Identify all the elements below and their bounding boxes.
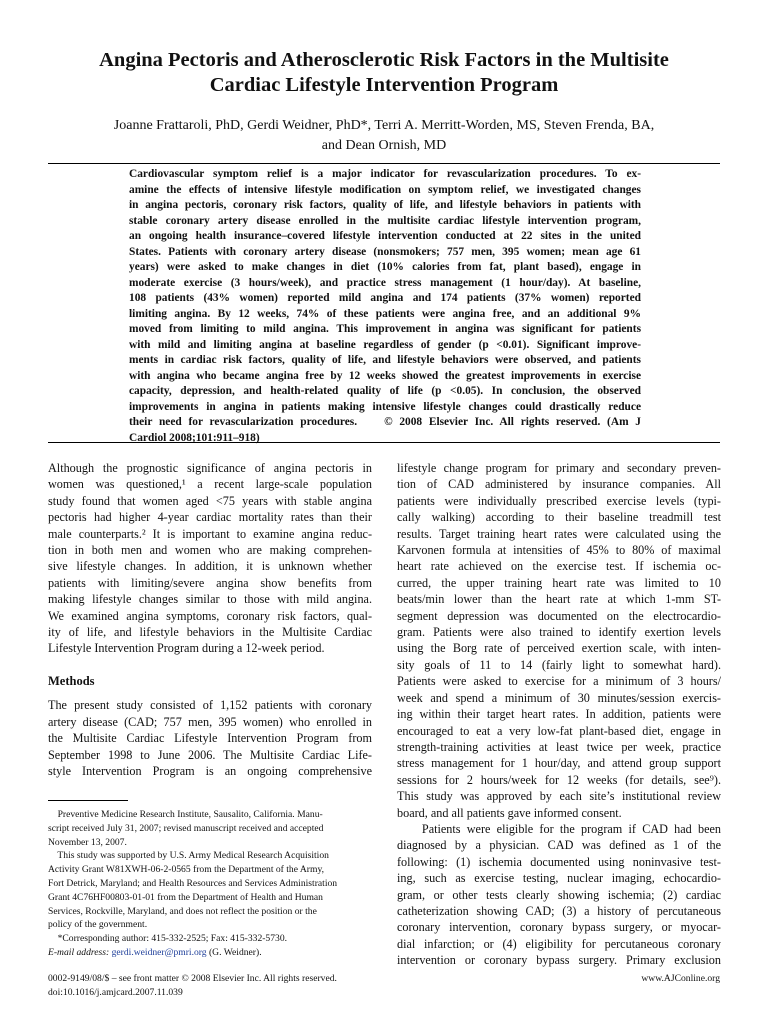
page-footer: [48, 972, 720, 1000]
methods-continued-text: [397, 460, 721, 969]
abstract-line: their need for revascularization procedures. © 2008 Elsevier Inc. All rights reserved. (Am J: [129, 416, 641, 428]
introduction-text: [48, 460, 372, 657]
copyright-doi: [48, 972, 720, 1000]
footnote-line: *Corresponding author: 415-332-2525; Fax: 415-332-5730.: [48, 933, 288, 945]
body-line: women was questioned,¹ a recent large-scale population: [48, 477, 372, 492]
body-line: curred, the upper training heart rate was limited to 10: [397, 575, 721, 590]
footnote-line: November 13, 2007.: [48, 836, 127, 848]
body-line: Lifestyle Intervention Program during a 12-week period.: [48, 641, 325, 656]
body-line: stress management for 1 hour/day, and attend group support: [397, 756, 721, 771]
footnote-line: This study was supported by U.S. Army Medical Research Acquisition: [48, 850, 329, 862]
body-line: results. Target training heart rates were calculated using the: [397, 526, 721, 541]
body-line: using the Borg rate of perceived exertion scale, with inten-: [397, 641, 721, 656]
body-line: ing, such as exercise testing, nuclear imaging, echocardio-: [397, 871, 721, 886]
abstract-line: in angina pectoris, coronary risk factors, quality of life, and lifestyle behaviors in patients with: [129, 199, 641, 211]
body-line: gram. Patients were also trained to identify exertion levels: [397, 625, 721, 640]
abstract-line: improvements in angina in patients making intensive lifestyle changes could drastically reduce: [129, 400, 641, 413]
abstract-line: with angina who became angina free by 12 weeks showed the greatest improvements in exercise: [129, 369, 641, 382]
body-line: artery disease (CAD; 757 men, 395 women) who enrolled in: [48, 714, 372, 729]
body-line: following: (1) ischemia documented using noninvasive test-: [397, 854, 721, 869]
body-line: Although the prognostic significance of angina pectoris in: [48, 461, 372, 475]
body-line: ity of life, and lifestyle behaviors in the Multisite Cardiac: [48, 625, 372, 640]
journal-url[interactable]: www.AJConline.org: [641, 973, 720, 984]
footer-line: doi:10.1016/j.amjcard.2007.11.039: [48, 986, 183, 998]
abstract-bottom-rule: [48, 442, 720, 443]
body-line: lifestyle change program for primary and secondary preven-: [397, 461, 721, 475]
abstract-line: moved from limiting to mild angina. This improvement in angina was significant for patients: [129, 323, 641, 335]
body-line: heart rate achieved on the exercise test. If ischemia oc-: [397, 559, 721, 574]
author-list: [40, 116, 728, 156]
abstract-line: moderate exercise (3 hours/week), and practice stress management (1 hour/day). At baseline,: [129, 276, 641, 289]
body-line: coronary intervention, coronary bypass surgery, or myocar-: [397, 920, 721, 935]
abstract-line: years) were asked to make changes in diet (10% calories from fat, plant based), engage in: [129, 261, 641, 273]
body-line: This study was approved by each site’s institutional review: [397, 789, 721, 804]
body-line: diagnosed by a physician. CAD was defined as 1 of the: [397, 838, 721, 853]
body-line: the Multisite Cardiac Lifestyle Intervention Program from: [48, 731, 372, 746]
abstract-line: amine the effects of intensive lifestyle modification on symptom relief, we investigated changes: [129, 183, 641, 196]
body-line: tion of CAD administered by insurance companies. All: [397, 477, 721, 492]
body-line: Karvonen formula at intensities of 45% to 80% of maximal: [397, 543, 721, 558]
email-line: E-mail address: gerdi.weidner@pmri.org (G. Weidner).: [48, 946, 262, 958]
body-line: beats/min lower than the heart rate at which 1-mm ST-: [397, 592, 721, 607]
abstract-top-rule: [48, 163, 720, 164]
author-line: Joanne Frattaroli, PhD, Gerdi Weidner, PhD*, Terri A. Merritt-Worden, MS, Steven Frenda, BA,: [113, 118, 655, 133]
title-line: Cardiac Lifestyle Intervention Program: [209, 74, 559, 96]
abstract-line: ments in cardiac risk factors, quality of life, and lifestyle behaviors were observed, and patients: [129, 354, 641, 366]
body-line: We examined angina symptoms, coronary risk factors, qual-: [48, 608, 372, 623]
footnote-line: Services, Rockville, Maryland, and does not reflect the position or the: [48, 905, 317, 917]
footnote-line: script received July 31, 2007; revised manuscript received and accepted: [48, 822, 324, 834]
body-line: Patients were eligible for the program if CAD had been: [397, 821, 721, 836]
title-line: Angina Pectoris and Atherosclerotic Risk Factors in the Multisite: [99, 49, 669, 71]
abstract-line: Cardiovascular symptom relief is a major indicator for revascularization procedures. To ex-: [129, 168, 641, 180]
abstract-line: 108 patients (43% women) reported mild angina and 174 patients (37% women) reported: [129, 292, 641, 304]
body-line: patients with limiting/severe angina show benefits from: [48, 575, 372, 590]
footnotes: [48, 808, 372, 960]
paper-title: [40, 48, 728, 98]
body-line: pectoris had higher 4-year cardiac mortality rates than their: [48, 510, 372, 525]
abstract-line: States. Patients with coronary artery disease (nonsmokers; 757 men, 395 women; mean age 61: [129, 245, 641, 258]
abstract-line: an ongoing health insurance–covered lifestyle intervention conducted at 22 sites in the united: [129, 230, 641, 242]
body-line: intervention or coronary bypass surgery. Primary exclusion: [397, 953, 721, 968]
body-line: September 1998 to June 2006. The Multisite Cardiac Life-: [48, 747, 372, 762]
footnote-rule: [48, 800, 128, 801]
body-line: Patients were asked to exercise for a minimum of 3 hours/: [397, 674, 721, 689]
abstract: [129, 167, 641, 446]
abstract-line: Cardiol 2008;101:911–918): [129, 431, 260, 444]
author-line: and Dean Ornish, MD: [321, 138, 447, 153]
body-line: style Intervention Program is an ongoing comprehensive: [48, 763, 372, 778]
abstract-line: with mild and limiting angina at baseline regardless of gender (p <0.01). Significant improve-: [129, 338, 641, 351]
abstract-line: capacity, depression, and health-related quality of life (p <0.05). In conclusion, the observed: [129, 385, 641, 397]
footnote-line: Grant 4C76HF00803-01-01 from the Department of Health and Human: [48, 891, 323, 903]
footer-line: 0002-9149/08/$ – see front matter © 2008 Elsevier Inc. All rights reserved.: [48, 973, 337, 984]
methods-text: [48, 697, 372, 779]
left-column: [48, 460, 372, 779]
footnote-line: Fort Detrick, Maryland; and Health Resources and Services Administration: [48, 877, 338, 889]
body-line: gram, or other tests clearly showing ischemia; (2) cardiac: [397, 887, 721, 902]
body-line: board, and all patients gave informed consent.: [397, 805, 622, 820]
body-line: segment depression was documented on the electrocardio-: [397, 608, 721, 623]
footnote-line: policy of the government.: [48, 919, 148, 931]
right-column: [397, 460, 721, 969]
body-line: week and spend a minimum of 30 minutes/session exercis-: [397, 690, 721, 705]
body-line: sessions for 2 hours/week for 12 weeks (for details, see⁹).: [397, 772, 721, 787]
methods-heading: Methods: [48, 673, 95, 688]
body-line: tion in both men and women who are making comprehen-: [48, 543, 372, 558]
body-line: patients were individually prescribed exercise levels (typi-: [397, 493, 721, 508]
footnote-line: Preventive Medicine Research Institute, Sausalito, California. Manu-: [48, 809, 323, 820]
body-line: cally walking) according to their baseline treadmill test: [397, 510, 721, 525]
body-line: strength-training activities at least twice per week, practice: [397, 739, 721, 754]
body-line: The present study consisted of 1,152 patients with coronary: [48, 698, 372, 713]
footnote-line: Activity Grant W81XWH-06-2-0565 from the Department of the Army,: [48, 864, 325, 876]
body-line: sity goals of 11 to 14 (fairly light to somewhat hard).: [397, 657, 721, 672]
body-line: making lifestyle changes similar to those with mild angina.: [48, 592, 372, 607]
body-line: catheterization showing CAD; (3) a history of percutaneous: [397, 903, 721, 918]
body-line: dial infarction; or (4) eligibility for percutaneous coronary: [397, 936, 721, 951]
abstract-line: limiting angina. By 12 weeks, 74% of these patients were angina free, and an additional 9%: [129, 307, 641, 320]
body-line: encouraged to eat a very low-fat plant-based diet, engage in: [397, 723, 721, 738]
body-line: male counterparts.² It is important to examine angina reduc-: [48, 526, 372, 541]
abstract-line: stable coronary artery disease enrolled in the multisite cardiac lifestyle intervention program,: [129, 214, 641, 227]
body-line: sive lifestyle changes. In addition, it is unknown whether: [48, 559, 372, 574]
email-link[interactable]: gerdi.weidner@pmri.org: [111, 946, 207, 958]
body-line: study found that women aged <75 years with stable angina: [48, 493, 372, 508]
body-line: ing within their target heart rates. In addition, patients were: [397, 707, 721, 722]
